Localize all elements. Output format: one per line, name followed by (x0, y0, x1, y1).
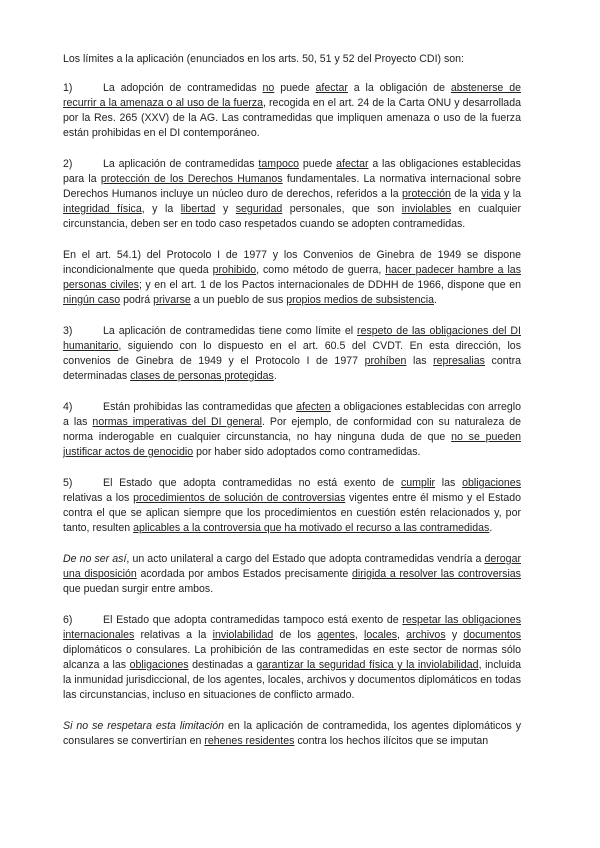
document-page (63, 52, 521, 765)
underlined-text: ningún caso (63, 294, 121, 306)
underlined-text: seguridad (235, 203, 283, 215)
underlined-text: dirigida a resolver las controversias (352, 568, 521, 580)
body-text: , recogida en el art. 24 de la Carta ONU y desarrollada por la Res. 265 (XXV) de la AG. Las contramedidas que impliquen amenaza o uso de la fuerza están prohibidas en el DI contemporáneo. (63, 97, 521, 139)
body-text: La aplicación de contramedidas tiene como límite el (103, 325, 358, 337)
body-text: El Estado que adopta contramedidas no está exento de (103, 477, 401, 489)
body-text: relativas a los (63, 492, 134, 504)
underlined-text: locales (364, 629, 398, 641)
underlined-text: obligaciones (129, 659, 189, 671)
body-text: , y la (141, 203, 181, 215)
underlined-text: afecten (296, 401, 331, 413)
body-text: que puedan surgir entre ambos. (63, 583, 214, 595)
underlined-text: afectar (336, 158, 369, 170)
body-text: puede (299, 158, 337, 170)
underlined-text: propios medios de subsistencia (286, 294, 435, 306)
body-text: contra los hechos ilícitos que se imputan (294, 735, 489, 747)
underlined-text: no se pueden justificar actos de genocidio (63, 431, 521, 458)
underlined-text: garantizar la seguridad física y la inviolabilidad (256, 659, 479, 671)
body-text: En el art. 54.1) del Protocolo I de 1977 y los Convenios de Ginebra de 1949 se dispone incondicionalmente que queda (63, 249, 521, 276)
body-text: El Estado que adopta contramedidas tampoco está exento de (103, 614, 403, 626)
body-text: de los (273, 629, 318, 641)
body-text: , siguiendo con lo dispuesto en el art. 60.5 del CVDT. En esta dirección, los convenios de Ginebra de 1949 y el Protocolo I de 1977 (63, 340, 521, 367)
item-number: 3) (63, 325, 73, 337)
body-text: a un pueblo de sus (190, 294, 287, 306)
body-text: y (445, 629, 464, 641)
body-text: destinadas a (188, 659, 257, 671)
item-number: 5) (63, 477, 73, 489)
body-text: y (215, 203, 236, 215)
paragraph-p3 (63, 248, 521, 308)
body-text: en cualquier circunstancia, deben ser en todo caso respetados cuando se adopten contramedidas. (63, 203, 521, 230)
underlined-text: clases de personas protegidas (130, 370, 274, 382)
paragraph-p4 (63, 324, 521, 384)
body-text: , como método de guerra, (256, 264, 386, 276)
paragraph-p8 (63, 613, 521, 703)
underlined-text: integridad física (63, 203, 142, 215)
underlined-text: hacer padecer hambre a las personas civiles (63, 264, 521, 291)
underlined-text: derogar una disposición (63, 553, 521, 580)
intro-text: Los límites a la aplicación (enunciados en los arts. 50, 51 y 52 del Proyecto CDI) son: (63, 53, 465, 65)
underlined-text: privarse (153, 294, 191, 306)
body-text: . (273, 370, 277, 382)
paragraph-p1 (63, 81, 521, 141)
body-text: acordada por ambos Estados precisamente (136, 568, 352, 580)
underlined-text: afectar (315, 82, 348, 94)
body-text: podrá (120, 294, 154, 306)
underlined-text: normas imperativas del DI general (92, 416, 262, 428)
underlined-text: archivos (406, 629, 446, 641)
body-text: las (406, 355, 434, 367)
item-number: 1) (63, 82, 73, 94)
body-text: por haber sido adoptados como contramedidas. (193, 446, 421, 458)
underlined-text: protección de los Derechos Humanos (100, 173, 283, 185)
paragraph-p9 (63, 719, 521, 749)
item-number: 6) (63, 614, 73, 626)
italic-text: Si no se respetara esta limitación (63, 720, 225, 732)
body-text: . (434, 294, 437, 306)
body-text: a la obligación de (347, 82, 451, 94)
paragraph-p7 (63, 552, 521, 597)
item-number: 2) (63, 158, 73, 170)
body-text: de la (450, 188, 482, 200)
body-text: . (489, 522, 493, 534)
body-text: vigentes entre él mismo y el Estado contra el que se aplican siempre que los procedimientos en cuestión estén relacionados y, por tanto, resulten (63, 492, 522, 534)
body-text: diplomáticos o consulares. La prohibición de las contramedidas en este sector de normas sólo alcanza a las (63, 644, 521, 671)
underlined-text: aplicables a la controversia que ha motivado el recurso a las contramedidas (133, 522, 490, 534)
body-text: , incluida la inmunidad jurisdiccional, de los agentes, locales, archivos y documentos diplomáticos en todas las circunstancias, incluso en situaciones de conflicto armado. (63, 659, 521, 701)
body-text: La adopción de contramedidas (103, 82, 263, 94)
body-text: . Por ejemplo, de conformidad con su naturaleza de norma inderogable en cualquier circunstancia, no hay ninguna duda de que (63, 416, 521, 443)
underlined-text: protección (402, 188, 451, 200)
item-number: 4) (63, 401, 73, 413)
underlined-text: inviolabilidad (212, 629, 274, 641)
body-text: contra determinadas (63, 355, 521, 382)
body-text: , (397, 629, 407, 641)
underlined-text: documentos (463, 629, 522, 641)
body-text: a las obligaciones establecidas para la (63, 158, 521, 185)
body-text: ; y en el art. 1 de los Pactos internacionales de DDHH de 1966, dispone que en (138, 279, 521, 291)
underlined-text: prohíben (364, 355, 407, 367)
underlined-text: tampoco (258, 158, 300, 170)
body-text: , un acto unilateral a cargo del Estado que adopta contramedidas vendría a (126, 553, 485, 565)
underlined-text: abstenerse de recurrir a la amenaza o al uso de la fuerza (63, 82, 521, 109)
paragraph-p2 (63, 157, 521, 232)
body-text: Están prohibidas las contramedidas que (103, 401, 297, 413)
body-text: , (354, 629, 365, 641)
underlined-text: agentes (317, 629, 355, 641)
body-text: en la aplicación de contramedida, los agentes diplomáticos y consulares se convertirían en (63, 720, 522, 747)
paragraph-p5 (63, 400, 521, 460)
underlined-text: respeto de las obligaciones del DI humanitario (63, 325, 521, 352)
underlined-text: rehenes residentes (204, 735, 295, 747)
italic-text: De no ser así (63, 553, 127, 565)
body-text: La aplicación de contramedidas (103, 158, 259, 170)
underlined-text: respetar las obligaciones internacionales (63, 614, 521, 641)
underlined-text: inviolables (401, 203, 452, 215)
body-text: y la (500, 188, 521, 200)
body-text: a obligaciones establecidas con arreglo a las (63, 401, 521, 428)
body-text: puede (274, 82, 316, 94)
underlined-text: procedimientos de solución de controversias (133, 492, 346, 504)
underlined-text: libertad (180, 203, 216, 215)
underlined-text: obligaciones (462, 477, 521, 489)
paragraph-p6 (63, 476, 521, 536)
underlined-text: cumplir (400, 477, 436, 489)
underlined-text: vida (481, 188, 501, 200)
paragraph-list (63, 81, 521, 749)
underlined-text: represalias (433, 355, 485, 367)
body-text: las (435, 477, 463, 489)
underlined-text: no (262, 82, 275, 94)
body-text: relativas a la (134, 629, 213, 641)
body-text: personales, que son (282, 203, 402, 215)
body-text: fundamentales. La normativa internacional sobre Derechos Humanos incluye un núcleo duro de derechos, referidos a la (63, 173, 521, 200)
underlined-text: prohibido (212, 264, 257, 276)
